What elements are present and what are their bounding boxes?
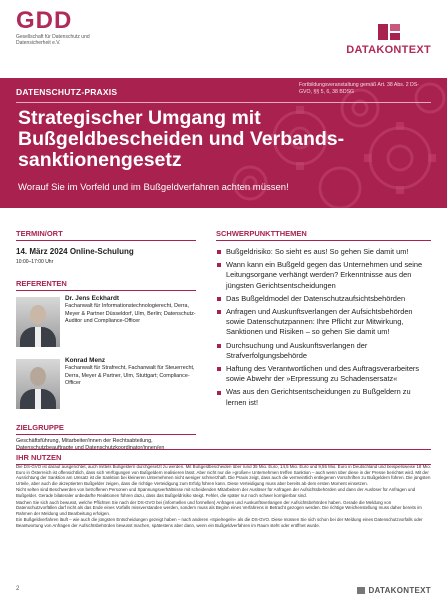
page-number: 2 bbox=[16, 586, 20, 592]
fortbildung-note: Fortbildungsveranstaltung gemäß Art. 38 Abs. 2 DS-GVO, §§ 5, 6, 38 BDSG bbox=[299, 82, 419, 95]
topic-list bbox=[216, 247, 431, 408]
referent-card bbox=[16, 295, 196, 353]
referent-name: Konrad Menz bbox=[65, 357, 106, 364]
footer-logo-icon bbox=[357, 587, 365, 594]
gdd-logo-subtitle: Gesellschaft für Datenschutz und Datensicherheit e.V. bbox=[16, 34, 90, 46]
nutzen-heading: IHR NUTZEN bbox=[16, 453, 431, 465]
zielgruppe-text: Geschäftsführung, Mitarbeiter/innen der Rechtsabteilung, Datenschutzbeauftragte und Datenschutzkoordinator/innen/en bbox=[16, 438, 165, 452]
datakontext-logo bbox=[346, 22, 431, 56]
event-time: 10:00–17:00 Uhr bbox=[16, 259, 54, 265]
gdd-logo bbox=[16, 7, 96, 46]
paragraph: Nicht selten sind Beschwerden von betroffenen Personen und Spannungsverhältnisse mit scheidenden Mitarbeitern der Auslöser für Anfragen der Aufsichtsbehörden und dann der Auslöser für Anfragen und Bußgelder. Gerade bilateraler unbedarfte Reaktionen führen dazu, dass das Bußgeldrisiko steigt. Fehler, die später nur noch schwer korrigierbar sind. bbox=[16, 487, 416, 498]
referent-card bbox=[16, 357, 196, 415]
title-banner bbox=[0, 78, 447, 208]
list-item: Anfragen und Auskunftsverlangen der Aufsichtsbehörden sowie Datenschutzpannen: Ihre Pflicht zur Mitwirkung, Sanktionen und Risiken – so gehen Sie damit um! bbox=[216, 307, 431, 338]
left-column bbox=[16, 229, 196, 453]
paragraph: Ein Bußgeldverfahren läuft – wie auch die jüngsten Entscheidungen gezeigt haben – nach anderen »Spielregeln« als die DS-GVO. Diese müssen Sie sich schon bei der Meldung eines Datenschutzvorfalls oder Beantwortung von Anfragen der Aufsichtsbehörden bewusst machen, spätestens aber dann, wenn ein Bußgeldverfahren im Raum steht oder eröffnet wurde. bbox=[16, 517, 423, 528]
gdd-logo-text: GDD bbox=[16, 7, 73, 34]
datakontext-logo-icon bbox=[376, 22, 402, 42]
list-item: Was aus den Gerichtsentscheidungen zu Bußgeldern zu lernen ist! bbox=[216, 387, 431, 407]
referenten-heading: REFERENTEN bbox=[16, 279, 196, 291]
referent-photo bbox=[16, 359, 60, 409]
nutzen-body bbox=[16, 464, 431, 530]
list-item: Haftung des Verantwortlichen und des Auftragsverarbeiters sowie Abwehr der »Erpressung zu Schadensersatz« bbox=[216, 364, 431, 384]
schwerpunkt-heading: SCHWERPUNKTTHEMEN bbox=[216, 229, 431, 241]
list-item: Wann kann ein Bußgeld gegen das Unternehmen und seine Leitungsorgane verhängt werden? Erkenntnisse aus den jüngsten Gerichtsentscheidungen bbox=[216, 260, 431, 291]
event-date: 14. März 2024 Online-Schulung bbox=[16, 247, 134, 256]
footer-logo bbox=[357, 586, 431, 595]
paragraph: Die DS-GVO ist darauf ausgerichtet, auch mittels Bußgeldern durchgesetzt zu werden. Mit Bußgeldbescheiden über rund 35 Mio. Euro, 14,5 Mio. Euro und 9,55 Mio. Euro in Deutschland und beispielsweise 18 Mio. Euro in Österreich ist offensichtlich, dass sich Verfügungen von Bußgeldern realisieren lässt. Aber nicht nur die »großen« Unternehmen treffen Sanktion – auch wenn über diese in der Presse berichtet wird. Mit der Ausrichtung der Sanktion am Umsatz ist die Sanktion bei kleineren Unternehmen nicht weniger schmerzhaft. Die Praxis zeigt, dass auch die vermeintlich entlegenen Vorschriften zu Bußgeldern führen. Die jüngsten Urteile, aber auch die akzeptierten Bußgelder zeigen, dass die richtige Verteidigung zum Erfolg führen kann. Diese Verteidigung muss aber bereits ab dem ersten Moment einsetzen. bbox=[16, 464, 431, 486]
right-column bbox=[216, 229, 431, 411]
section-divider bbox=[16, 449, 431, 450]
list-item: Das Bußgeldmodel der Datenschutzaufsichtsbehörden bbox=[216, 294, 431, 304]
datakontext-logo-text: DATAKONTEXT bbox=[346, 44, 431, 56]
zielgruppe-heading: ZIELGRUPPE bbox=[16, 423, 196, 435]
referent-description: Fachanwalt für Informationstechnologierecht, Derra, Meyer & Partner Düsseldorf, Ulm, Berlin; Datenschutz-Auditor und Compliance-Officer bbox=[65, 303, 196, 325]
kicker-divider bbox=[16, 102, 431, 103]
referent-description: Fachanwalt für Strafrecht, Fachanwalt für Steuerrecht, Derra, Meyer & Partner, Ulm, Stuttgart; Compliance-Officer bbox=[65, 365, 195, 387]
paragraph: Machen Sie sich auch bewusst, welche Pflichten Sie nach der DS-GVO bei (informellen und formellen) Anfragen und Auskunftsverlangen der Aufsichtsbehörden haben. Gerade die Meldung von Datenschutzvorfällen darf nicht als das Ende eines Vorfalls missverstanden werden, sondern muss als Beginn eines Verfahrens in Betracht gezogen werden. Die richtige Weichenstellung muss daher bereits im Rahmen der Meldung und Bearbeitung erfolgen. bbox=[16, 499, 422, 516]
referent-photo bbox=[16, 297, 60, 347]
referent-name: Dr. Jens Eckhardt bbox=[65, 295, 119, 302]
list-item: Bußgeldrisiko: So sieht es aus! So gehen Sie damit um! bbox=[216, 247, 431, 257]
page-title: Strategischer Umgang mit Bußgeldbescheiden und Verbandssanktionengesetz bbox=[18, 107, 345, 171]
list-item: Durchsuchung und Auskunftsverlangen der Strafverfolgungsbehörde bbox=[216, 341, 431, 361]
footer-logo-text: DATAKONTEXT bbox=[368, 586, 431, 595]
termin-heading: TERMIN/ORT bbox=[16, 229, 196, 241]
page-subtitle: Worauf Sie im Vorfeld und im Bußgeldverfahren achten müssen! bbox=[18, 182, 289, 193]
kicker-label: DATENSCHUTZ-PRAXIS bbox=[16, 87, 118, 97]
